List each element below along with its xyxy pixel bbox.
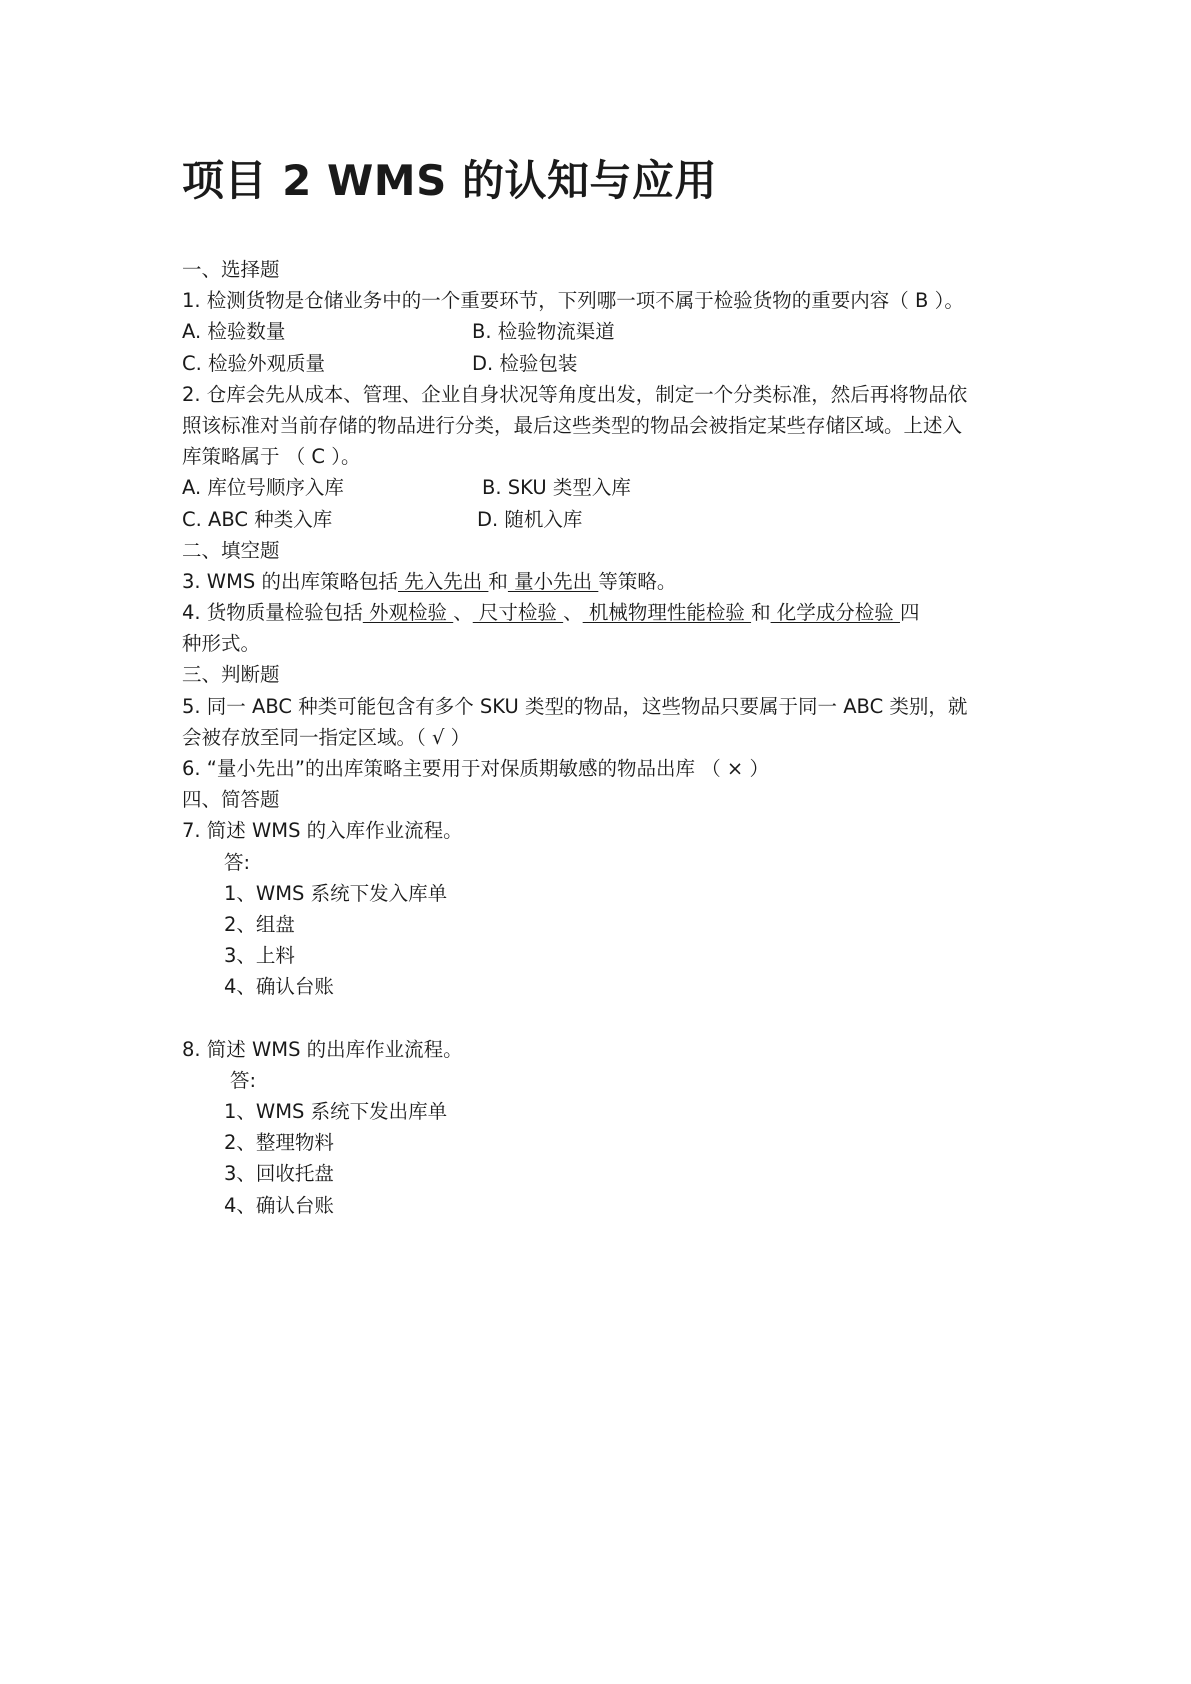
q4-mid: 和 xyxy=(751,601,771,625)
q6-line: 6. “量小先出”的出库策略主要用于对保质期敏感的物品出库 （ × ） xyxy=(182,757,769,780)
q7-stem: 7. 简述 WMS 的入库作业流程。 xyxy=(182,819,463,843)
section-heading-choice: 一、选择题 xyxy=(182,258,280,281)
page-title: 项目 2 WMS 的认知与应用 xyxy=(182,156,717,205)
section-heading-short: 四、简答题 xyxy=(182,788,280,812)
q4-line-2: 种形式。 xyxy=(182,632,261,656)
blank-line xyxy=(182,1003,1012,1034)
q5-line-1: 5. 同一 ABC 种类可能包含有多个 SKU 类型的物品，这些物品只要属于同一 ABC 类别，就 xyxy=(182,694,968,718)
q2-stem-line-3: 库策略属于 （ C ）。 xyxy=(182,445,361,469)
q8-step: 3、回收托盘 xyxy=(224,1162,334,1186)
q1-stem: 1. 检测货物是仓储业务中的一个重要环节，下列哪一项不属于检验货物的重要内容（ B ）。 xyxy=(182,289,964,313)
q3-line xyxy=(182,566,1012,597)
q4-blank-1: 外观检验 xyxy=(362,601,454,625)
q2-option-b: B. SKU 类型入库 xyxy=(482,476,631,500)
q8-step: 2、整理物料 xyxy=(224,1131,334,1155)
q1-option-a: A. 检验数量 xyxy=(182,320,286,344)
q1-option-d: D. 检验包装 xyxy=(472,351,578,375)
q2-option-c: C. ABC 种类入库 xyxy=(182,507,333,531)
q5-line-2: 会被存放至同一指定区域。（ √ ） xyxy=(182,725,471,749)
q4-blank-2: 尺寸检验 xyxy=(472,601,564,625)
q2-stem-line-2: 照该标准对当前存储的物品进行分类，最后这些类型的物品会被指定某些存储区域。上述入 xyxy=(182,413,963,437)
q3-mid: 和 xyxy=(488,569,508,593)
q7-step: 1、WMS 系统下发入库单 xyxy=(224,881,448,905)
q4-line-1 xyxy=(182,597,1012,628)
q3-blank-2: 量小先出 xyxy=(507,569,599,593)
q2-options-row-1 xyxy=(182,472,1012,503)
document-page xyxy=(182,148,1012,1221)
q2-stem-line-1: 2. 仓库会先从成本、管理、企业自身状况等角度出发，制定一个分类标准，然后再将物品依 xyxy=(182,382,968,406)
q7-step: 4、确认台账 xyxy=(224,975,334,999)
q3-prefix: 3. WMS 的出库策略包括 xyxy=(182,569,398,593)
q4-sep-2: 、 xyxy=(563,601,583,625)
q3-blank-1: 先入先出 xyxy=(398,569,489,593)
q4-sep-1: 、 xyxy=(453,601,473,625)
q7-answer-label: 答: xyxy=(224,850,251,874)
q1-options-row-1 xyxy=(182,316,1012,347)
section-heading-fill: 二、填空题 xyxy=(182,538,280,562)
q7-step: 2、组盘 xyxy=(224,912,295,936)
q8-answer-label: 答: xyxy=(230,1068,257,1092)
q2-options-row-2 xyxy=(182,504,1012,535)
q8-step: 1、WMS 系统下发出库单 xyxy=(224,1100,448,1124)
q4-blank-3: 机械物理性能检验 xyxy=(582,601,752,625)
q8-stem: 8. 简述 WMS 的出库作业流程。 xyxy=(182,1037,463,1061)
q4-prefix: 4. 货物质量检验包括 xyxy=(182,601,363,625)
q3-suffix: 等策略。 xyxy=(598,569,677,593)
q4-suffix: 四 xyxy=(899,601,920,625)
q8-step: 4、确认台账 xyxy=(224,1193,334,1217)
q2-option-d: D. 随机入库 xyxy=(477,507,583,531)
document-body xyxy=(182,254,1012,1221)
section-heading-judge: 三、判断题 xyxy=(182,663,280,687)
q1-option-c: C. 检验外观质量 xyxy=(182,351,326,375)
q4-blank-4: 化学成分检验 xyxy=(770,601,900,625)
q1-options-row-2 xyxy=(182,348,1012,379)
q7-step: 3、上料 xyxy=(224,944,295,968)
q2-option-a: A. 库位号顺序入库 xyxy=(182,476,344,500)
q1-option-b: B. 检验物流渠道 xyxy=(472,320,615,344)
